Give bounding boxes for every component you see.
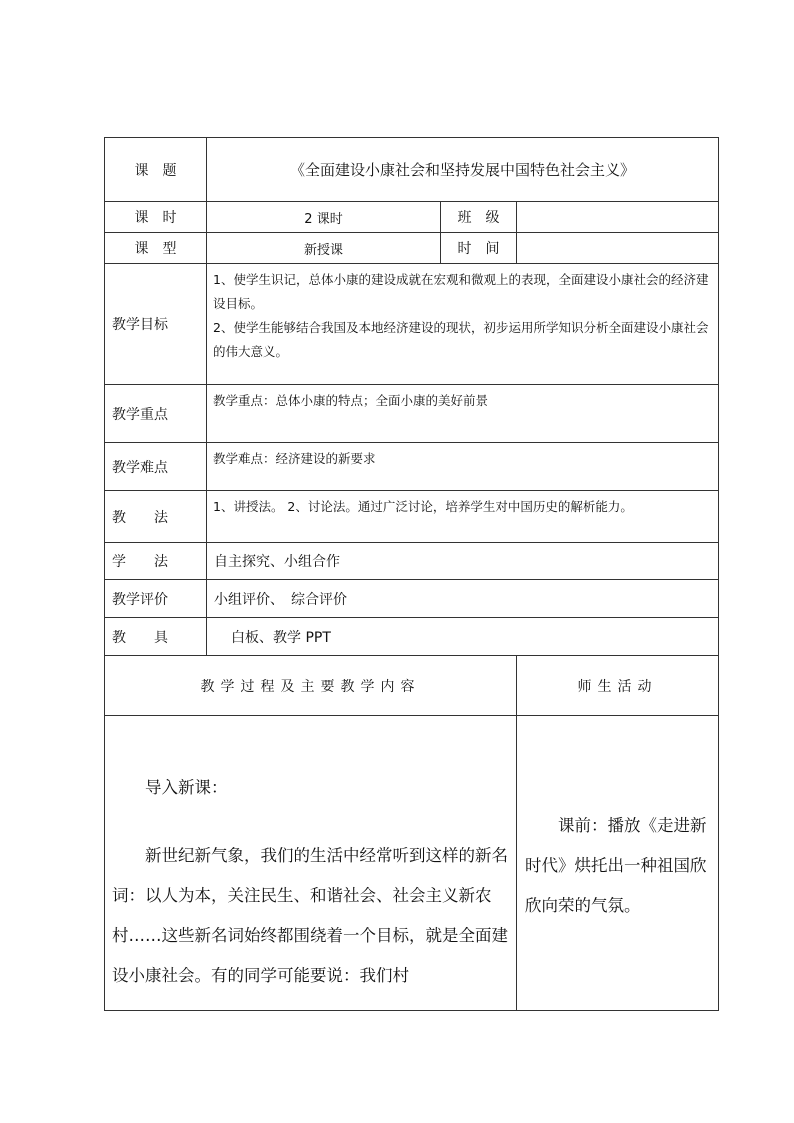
process-content-row bbox=[105, 716, 719, 1011]
topic-row bbox=[105, 138, 719, 202]
tools-label: 教 具 bbox=[105, 618, 207, 656]
objectives-row bbox=[105, 264, 719, 385]
hours-value: 2 课时 bbox=[207, 202, 441, 233]
key-points-value: 教学重点：总体小康的特点；全面小康的美好前景 bbox=[207, 385, 719, 443]
lesson-plan-table bbox=[104, 137, 719, 1011]
hours-row bbox=[105, 202, 719, 233]
intro-heading: 导入新课： bbox=[145, 778, 228, 797]
topic-value: 《全面建设小康社会和坚持发展中国特色社会主义》 bbox=[207, 138, 719, 202]
learning-method-label: 学 法 bbox=[105, 543, 207, 580]
objective-line-1: 1、使学生识记，总体小康的建设成就在宏观和微观上的表现，全面建设小康社会的经济建设目标。 bbox=[213, 272, 709, 311]
class-label: 班 级 bbox=[441, 202, 517, 233]
evaluation-value: 小组评价、 综合评价 bbox=[207, 580, 719, 618]
objective-line-2: 2、使学生能够结合我国及本地经济建设的现状，初步运用所学知识分析全面建设小康社会的伟大意义。 bbox=[213, 320, 709, 359]
class-value bbox=[517, 202, 719, 233]
key-points-label: 教学重点 bbox=[105, 385, 207, 443]
difficulties-row bbox=[105, 443, 719, 491]
process-side-header: 师生活动 bbox=[517, 656, 719, 716]
teaching-method-row bbox=[105, 491, 719, 543]
process-header-row bbox=[105, 656, 719, 716]
evaluation-label: 教学评价 bbox=[105, 580, 207, 618]
key-points-row bbox=[105, 385, 719, 443]
difficulties-label: 教学难点 bbox=[105, 443, 207, 491]
teaching-method-value: 1、讲授法。 2、讨论法。通过广泛讨论，培养学生对中国历史的解析能力。 bbox=[207, 491, 719, 543]
process-side-content bbox=[517, 716, 719, 1011]
process-main-content bbox=[105, 716, 517, 1011]
lesson-type-row bbox=[105, 233, 719, 264]
lesson-type-label: 课 型 bbox=[105, 233, 207, 264]
time-label: 时 间 bbox=[441, 233, 517, 264]
tools-value: 白板、教学 PPT bbox=[207, 618, 719, 656]
process-main-header: 教学过程及主要教学内容 bbox=[105, 656, 517, 716]
tools-row bbox=[105, 618, 719, 656]
teaching-method-label: 教 法 bbox=[105, 491, 207, 543]
intro-body: 新世纪新气象，我们的生活中经常听到这样的新名词：以人为本，关注民生、和谐社会、社会主义新农村……这些新名词始终都围绕着一个目标，就是全面建设小康社会。有的同学可能要说：我们村 bbox=[112, 846, 508, 985]
objectives-label: 教学目标 bbox=[105, 264, 207, 385]
objectives-content bbox=[207, 264, 719, 385]
difficulties-value: 教学难点：经济建设的新要求 bbox=[207, 443, 719, 491]
time-value bbox=[517, 233, 719, 264]
topic-label: 课 题 bbox=[105, 138, 207, 202]
hours-label: 课 时 bbox=[105, 202, 207, 233]
lesson-type-value: 新授课 bbox=[207, 233, 441, 264]
learning-method-row bbox=[105, 543, 719, 580]
learning-method-value: 自主探究、小组合作 bbox=[207, 543, 719, 580]
side-activity: 课前：播放《走进新时代》烘托出一种祖国欣欣向荣的气氛。 bbox=[525, 816, 707, 915]
evaluation-row bbox=[105, 580, 719, 618]
